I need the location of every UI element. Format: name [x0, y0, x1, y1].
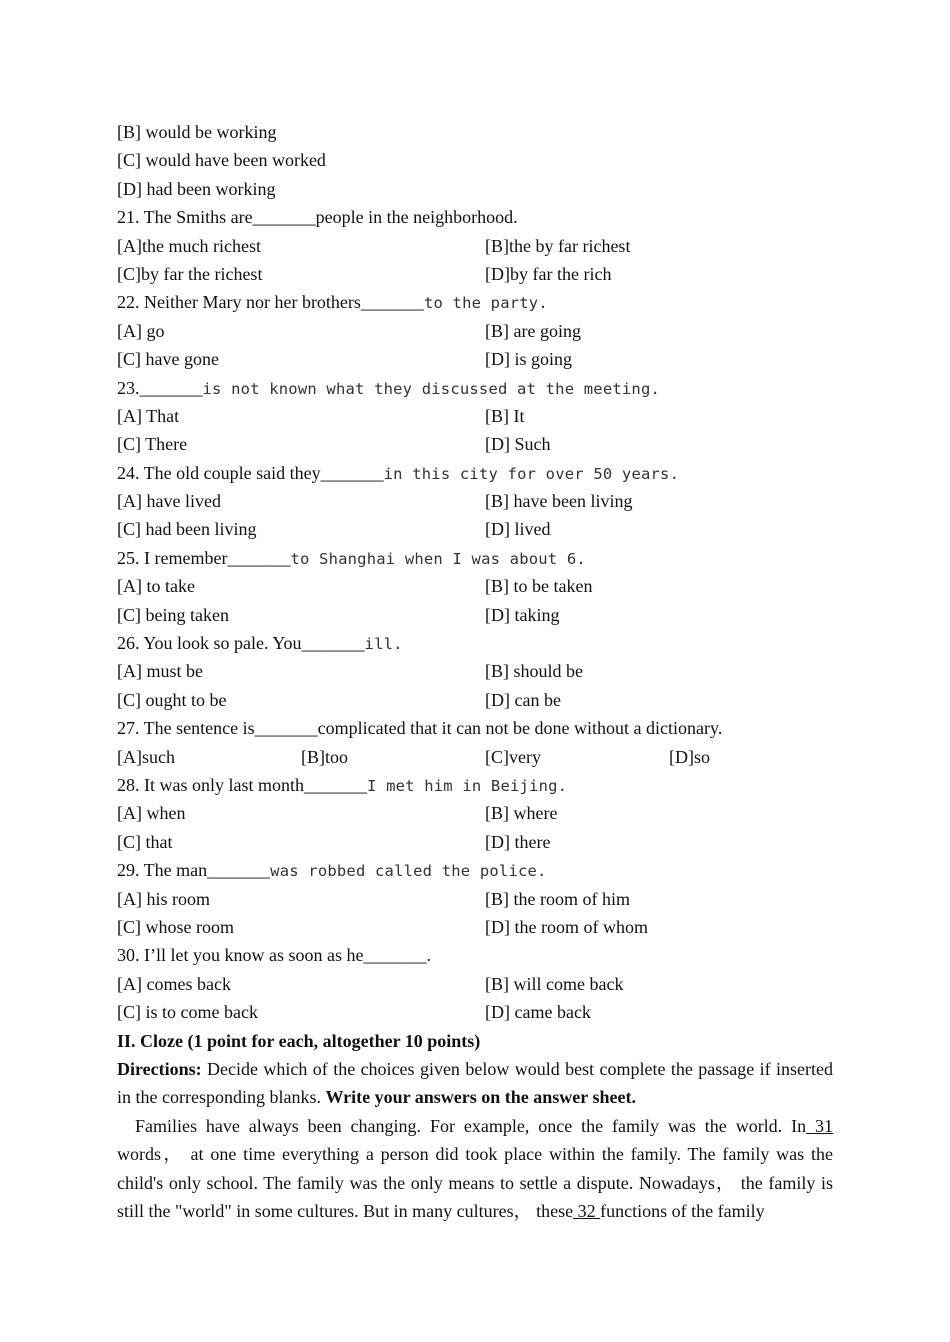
question-23-options-row1 — [117, 402, 833, 430]
stem-tail: to the party. — [423, 294, 548, 313]
question-30-options-row2 — [117, 998, 833, 1026]
question-25-stem — [117, 544, 833, 572]
option-b: [B] should be — [485, 661, 583, 682]
directions-label: Directions: — [117, 1058, 202, 1079]
stem-tail: in this city for over 50 years. — [383, 464, 680, 483]
option-b: [B] will come back — [485, 973, 624, 994]
option-c: [C] that — [117, 831, 173, 852]
option-c: [C] ought to be — [117, 689, 227, 710]
stem-text: 28. It was only last month_______ — [117, 774, 367, 795]
question-28-options-row1 — [117, 799, 833, 827]
question-21-options-row1 — [117, 232, 833, 260]
option-d: [D] taking — [485, 604, 560, 625]
question-28-options-row2 — [117, 828, 833, 856]
option-a: [A] must be — [117, 661, 203, 682]
question-25-options-row2 — [117, 601, 833, 629]
blank-32: 32 — [573, 1200, 601, 1221]
option-a: [A] have lived — [117, 491, 221, 512]
stem-text: 25. I remember_______ — [117, 547, 291, 568]
option-b: [B] It — [485, 405, 525, 426]
stem-text: 23._______ — [117, 377, 203, 398]
option-b: [B] have been living — [485, 491, 633, 512]
question-26-options-row2 — [117, 686, 833, 714]
option-d: [D] the room of whom — [485, 916, 648, 937]
option-b: [B] where — [485, 803, 558, 824]
question-22-options-row2 — [117, 345, 833, 373]
option-c: [C] had been living — [117, 519, 257, 540]
question-21-options-row2 — [117, 260, 833, 288]
question-24-options-row2 — [117, 515, 833, 543]
stem-text: 26. You look so pale. You_______ — [117, 633, 365, 654]
question-25-options-row1 — [117, 572, 833, 600]
question-24-stem — [117, 459, 833, 487]
question-27-options-row — [117, 743, 833, 771]
passage-text: Families have always been changing. For example, once the family was the world. In — [135, 1115, 807, 1136]
question-23-options-row2 — [117, 430, 833, 458]
option-b: [B]the by far richest — [485, 235, 631, 256]
question-29-options-row2 — [117, 913, 833, 941]
stem-tail: was robbed called the police. — [270, 862, 547, 881]
option-d: [D]so — [669, 746, 710, 767]
section-directions — [117, 1055, 833, 1112]
section-heading: II. Cloze (1 point for each, altogether 10 points) — [117, 1030, 481, 1051]
option-b: [B]too — [301, 746, 348, 767]
question-28-stem — [117, 771, 833, 799]
option-c: [C] being taken — [117, 604, 229, 625]
blank-31: 31 — [806, 1115, 833, 1136]
option-d: [D] came back — [485, 1002, 591, 1023]
question-30-stem: 30. I’ll let you know as soon as he_______. — [117, 945, 431, 966]
option-a: [A] go — [117, 320, 165, 341]
option-a: [A] his room — [117, 888, 210, 909]
question-24-options-row1 — [117, 487, 833, 515]
question-29-options-row1 — [117, 885, 833, 913]
passage-text: words， at one time everything a person did took place within the family. The family was the child's only school. The family was the only means to settle a dispute. Nowadays， the family is still the "world" in some cultures. But in many cultures， these — [117, 1144, 833, 1221]
option-b: [B] the room of him — [485, 888, 630, 909]
option-a: [A]the much richest — [117, 235, 261, 256]
question-26-stem — [117, 629, 833, 657]
option-c: [C] There — [117, 434, 188, 455]
passage-text: functions of the family — [600, 1200, 765, 1221]
question-30-options-row1 — [117, 970, 833, 998]
stem-text: 29. The man_______ — [117, 860, 271, 881]
question-26-options-row1 — [117, 657, 833, 685]
question-27-stem: 27. The sentence is_______complicated that it can not be done without a dictionary. — [117, 718, 723, 739]
option-d: [D] had been working — [117, 178, 276, 199]
stem-text: 22. Neither Mary nor her brothers_______ — [117, 292, 424, 313]
stem-tail: I met him in Beijing. — [367, 776, 568, 795]
stem-tail: is not known what they discussed at the meeting. — [202, 379, 661, 398]
page-content — [117, 118, 833, 1225]
option-c: [C] have gone — [117, 349, 219, 370]
option-c: [C] whose room — [117, 916, 234, 937]
question-29-stem — [117, 856, 833, 884]
option-c: [C]very — [485, 746, 541, 767]
option-b: [B] are going — [485, 320, 581, 341]
option-a: [A]such — [117, 746, 175, 767]
option-b: [B] would be working — [117, 122, 277, 142]
option-c: [C]by far the richest — [117, 263, 263, 284]
option-d: [D] lived — [485, 519, 551, 540]
question-22-stem — [117, 288, 833, 316]
cloze-passage — [117, 1112, 833, 1226]
option-b: [B] to be taken — [485, 576, 593, 597]
option-a: [A] when — [117, 803, 186, 824]
stem-tail: ill. — [364, 635, 403, 654]
option-a: [A] comes back — [117, 973, 231, 994]
option-c: [C] is to come back — [117, 1002, 258, 1023]
option-d: [D] Such — [485, 434, 551, 455]
option-a: [A] to take — [117, 576, 195, 597]
question-21-stem: 21. The Smiths are_______people in the neighborhood. — [117, 207, 518, 228]
directions-bold: Write your answers on the answer sheet. — [325, 1087, 636, 1108]
stem-tail: to Shanghai when I was about 6. — [290, 549, 586, 568]
question-23-stem — [117, 374, 833, 402]
option-d: [D] there — [485, 831, 551, 852]
option-d: [D]by far the rich — [485, 263, 612, 284]
option-c: [C] would have been worked — [117, 150, 326, 171]
question-22-options-row1 — [117, 317, 833, 345]
option-d: [D] is going — [485, 349, 572, 370]
directions-text: Decide which of the choices given below would best complete the passage if inserted in the corresponding blanks. — [117, 1058, 833, 1108]
stem-text: 24. The old couple said they_______ — [117, 462, 384, 483]
option-d: [D] can be — [485, 689, 561, 710]
option-a: [A] That — [117, 405, 180, 426]
